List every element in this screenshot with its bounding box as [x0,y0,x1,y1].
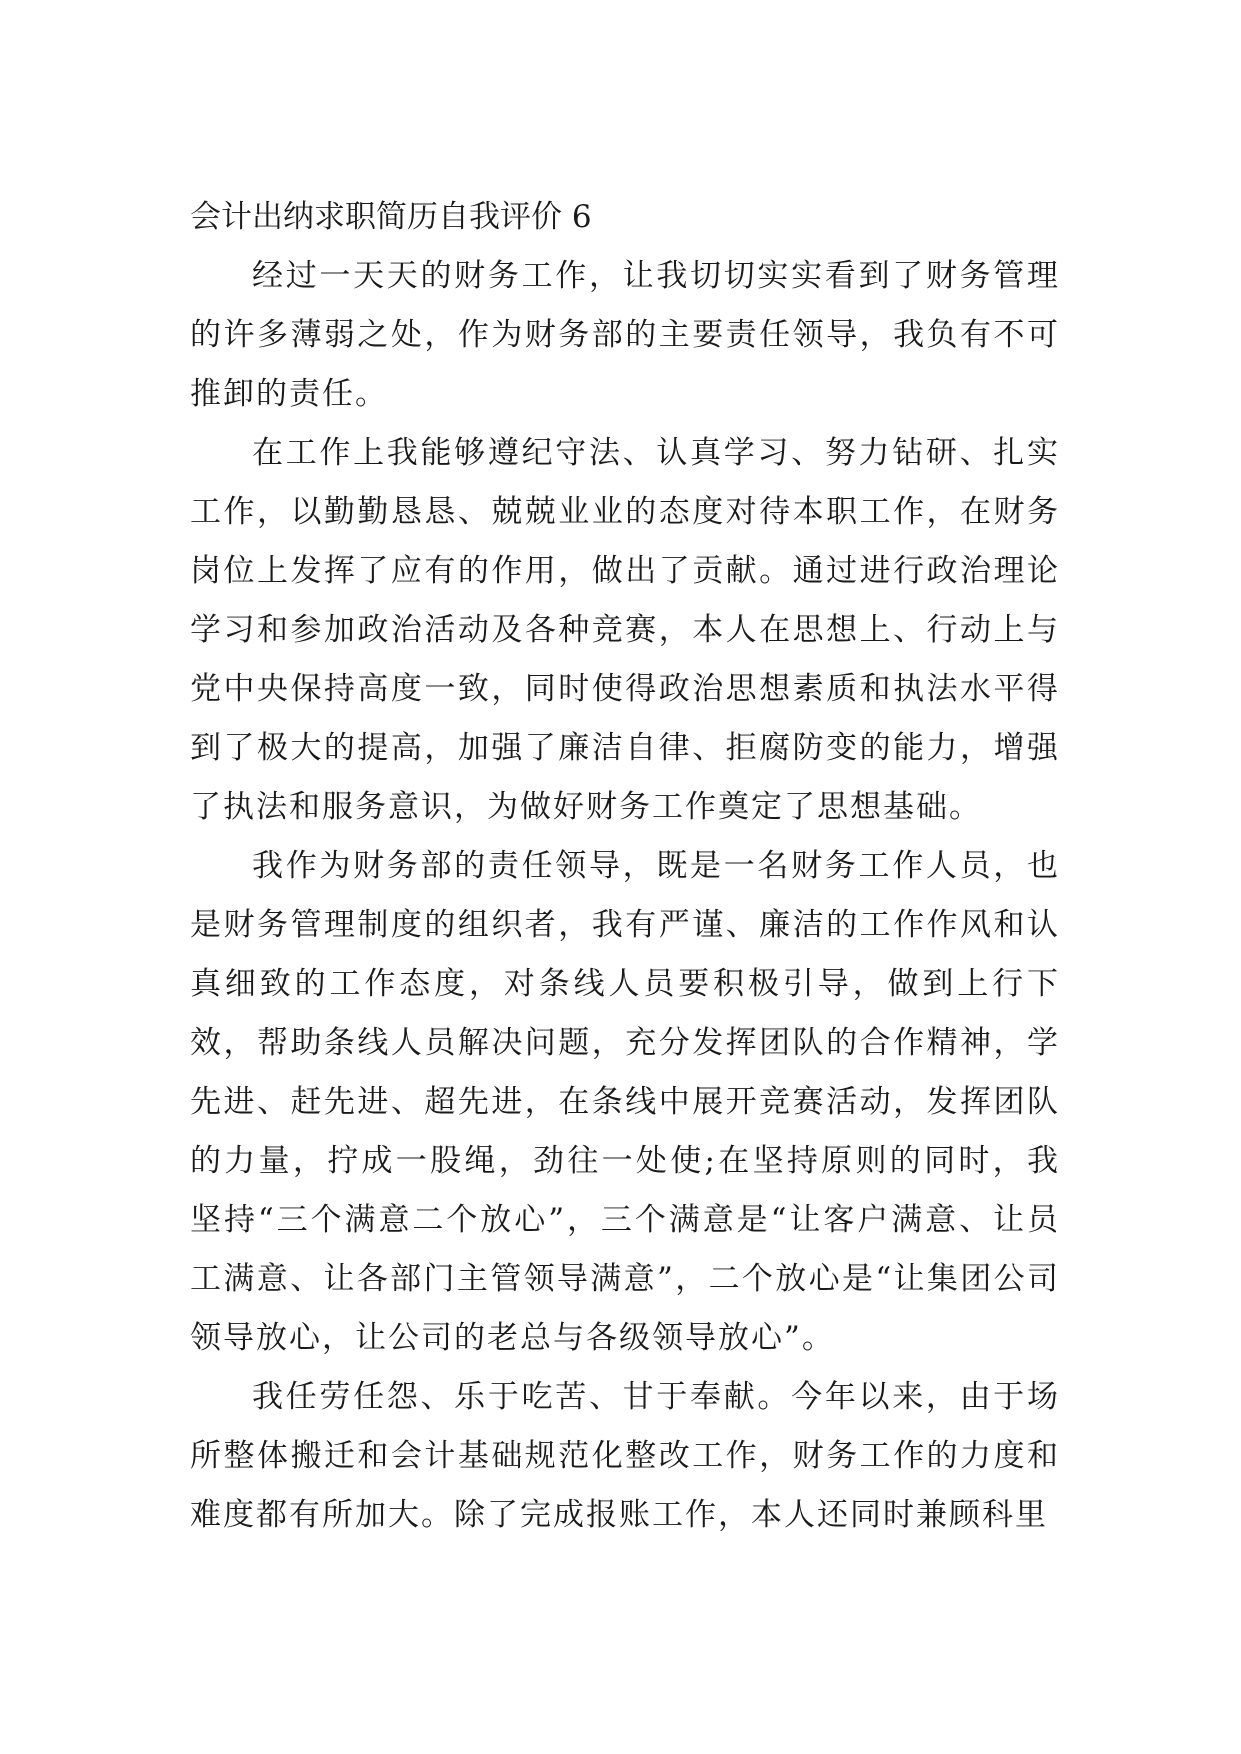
paragraph-3: 我作为财务部的责任领导，既是一名财务工作人员，也是财务管理制度的组织者，我有严谨、廉洁的工作作风和认真细致的工作态度，对条线人员要积极引导，做到上行下效，帮助条线人员解决问题，充分发挥团队的合作精神，学先进、赶先进、超先进，在条线中展开竞赛活动，发挥团队的力量，拧成一股绳，劲往一处使;在坚持原则的同时，我坚持“三个满意二个放心”，三个满意是“让客户满意、让员工满意、让各部门主管领导满意”，二个放心是“让集团公司领导放心，让公司的老总与各级领导放心”。 [190,848,1060,1356]
paragraph-2: 在工作上我能够遵纪守法、认真学习、努力钻研、扎实工作，以勤勤恳恳、兢兢业业的态度对待本职工作，在财务岗位上发挥了应有的作用，做出了贡献。通过进行政治理论学习和参加政治活动及各种竞赛，本人在思想上、行动上与党中央保持高度一致，同时使得政治思想素质和执法水平得到了极大的提高，加强了廉洁自律、拒腐防变的能力，增强了执法和服务意识，为做好财务工作奠定了思想基础。 [190,435,1060,825]
document-title: 会计出纳求职简历自我评价 6 [190,199,592,235]
paragraph-4: 我任劳任怨、乐于吃苦、甘于奉献。今年以来，由于场所整体搬迁和会计基础规范化整改工作，财务工作的力度和难度都有所加大。除了完成报账工作，本人还同时兼顾科里 [190,1379,1060,1533]
paragraph-1: 经过一天天的财务工作，让我切切实实看到了财务管理的许多薄弱之处，作为财务部的主要责任领导，我负有不可推卸的责任。 [190,258,1060,412]
document-body [190,188,1060,1545]
